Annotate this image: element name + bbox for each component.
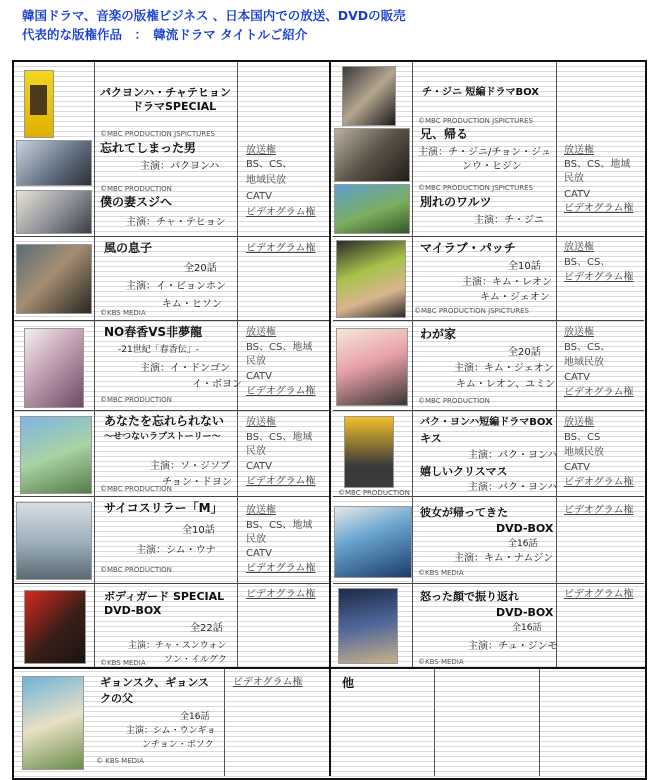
cast-info: キム・レオン、ユミン <box>456 379 556 390</box>
col-divider <box>412 62 413 667</box>
rights-detail: CATV <box>564 189 590 200</box>
rights-broadcast[interactable]: 放送権 <box>246 327 276 338</box>
rights-videogram[interactable]: ビデオグラム権 <box>233 677 303 688</box>
drama-title: マイラブ・パッチ <box>420 241 516 255</box>
drama-still-image <box>16 190 92 234</box>
episode-count: 全16話 <box>508 539 538 549</box>
dvd-cover-image <box>344 416 394 488</box>
rights-detail: BS、CS <box>564 432 601 443</box>
episode-count: 全16話 <box>512 623 542 633</box>
col-divider <box>539 669 540 776</box>
dvd-cover-image <box>24 328 84 408</box>
copyright-credit: ©MBC PRODUCTION JSPICTURES <box>414 307 529 315</box>
rights-broadcast[interactable]: 放送権 <box>246 145 276 156</box>
drama-title: サイコスリラー「M」 <box>104 501 223 515</box>
row-divider <box>14 496 330 497</box>
rights-detail: CATV <box>564 372 590 383</box>
drama-title: クの父 <box>100 692 133 705</box>
row-divider <box>14 236 330 237</box>
dvd-cover-image <box>336 328 408 406</box>
rights-videogram[interactable]: ビデオグラム権 <box>564 203 634 214</box>
copyright-credit: ©MBC PRODUCTION <box>338 489 410 497</box>
cast-info: キム・ヒソン <box>162 299 222 310</box>
copyright-credit: ©KBS MEDIA <box>100 309 146 317</box>
rights-broadcast[interactable]: 放送権 <box>564 242 594 253</box>
rights-videogram[interactable]: ビデオグラム権 <box>564 272 634 283</box>
cast-info: ンチョン・ボソク <box>142 740 214 750</box>
dvd-cover-image <box>338 588 398 664</box>
episode-count: 全10話 <box>182 525 215 536</box>
episode-title: 僕の妻スジへ <box>100 195 173 209</box>
rights-videogram[interactable]: ビデオグラム権 <box>564 589 634 600</box>
drama-title: DVD-BOX <box>104 604 162 617</box>
rights-detail: 民放 <box>246 446 266 457</box>
rights-detail: BS、CS、地域 <box>564 159 631 170</box>
rights-videogram[interactable]: ビデオグラム権 <box>246 476 316 487</box>
copyright-credit: ©KBS MEDIA <box>100 659 146 667</box>
rights-videogram[interactable]: ビデオグラム権 <box>246 589 316 600</box>
episode-title: 別れのワルツ <box>420 195 492 209</box>
drama-title: 風の息子 <box>104 241 153 255</box>
drama-still-image <box>334 128 410 182</box>
rights-broadcast[interactable]: 放送権 <box>564 145 594 156</box>
cast-info: 主演：ソ・ジソブ <box>150 461 230 472</box>
cast-info: イ・ボヨン <box>192 379 242 390</box>
row-divider <box>333 236 644 237</box>
rights-detail: BS、CS、 <box>246 159 293 170</box>
rights-detail: BS、CS、 <box>564 342 611 353</box>
episode-count: 全20話 <box>508 347 541 358</box>
drama-title: チ・ジニ 短編ドラマBOX <box>422 87 539 98</box>
drama-title: パクヨンハ・チャテヒョン <box>100 86 231 99</box>
cast-info: 主演：チ・ジニ <box>474 215 544 226</box>
rights-videogram[interactable]: ビデオグラム権 <box>246 563 316 574</box>
cast-info: 主演：キム・レオン <box>462 277 552 288</box>
row-divider <box>333 583 644 584</box>
rights-videogram[interactable]: ビデオグラム権 <box>246 386 316 397</box>
drama-title: ギョンスク、ギョンス <box>100 676 209 689</box>
rights-detail: CATV <box>246 191 272 202</box>
drama-still-image <box>334 184 410 234</box>
rights-detail: 民放 <box>246 534 266 545</box>
col-divider <box>434 669 435 776</box>
copyright-credit: © KBS MEDIA <box>96 757 144 765</box>
episode-count: 全20話 <box>184 263 217 274</box>
drama-title: DVD-BOX <box>496 606 554 619</box>
row-divider <box>14 320 330 321</box>
rights-broadcast[interactable]: 放送権 <box>246 505 276 516</box>
row-divider <box>333 410 644 411</box>
drama-title: あなたを忘れられない <box>104 414 225 428</box>
cast-info: 主演：イ・ドンゴン <box>140 363 230 374</box>
copyright-credit: ©KBS MEDIA <box>418 569 464 577</box>
drama-title: 彼女が帰ってきた <box>420 506 508 519</box>
rights-broadcast[interactable]: 放送権 <box>246 417 276 428</box>
rights-detail: BS、CS、地域 <box>246 432 313 443</box>
dvd-cover-image <box>20 416 92 494</box>
rights-detail: CATV <box>246 371 272 382</box>
rights-videogram[interactable]: ビデオグラム権 <box>564 477 634 488</box>
rights-detail: 地域民放 <box>564 447 604 458</box>
drama-title: パク・ヨンハ短編ドラマBOX <box>420 417 553 428</box>
rights-detail: 地域民放 <box>564 357 604 368</box>
copyright-credit: ©MBC PRODUCTION <box>100 485 172 493</box>
rights-detail: 民放 <box>246 356 266 367</box>
episode-count: 全10話 <box>508 261 541 272</box>
cast-info: 主演：イ・ビョンホン <box>126 281 226 292</box>
drama-still-image <box>16 244 92 314</box>
cast-info: 主演：チャ・テヒョン <box>126 217 226 228</box>
rights-broadcast[interactable]: 放送権 <box>564 417 594 428</box>
dvd-cover-image <box>334 506 412 578</box>
copyright-credit: ©KBS MEDIA <box>418 658 464 666</box>
episode-count: 全16話 <box>180 712 210 722</box>
col-divider <box>237 62 238 667</box>
cast-info: チョン・ドヨン <box>162 477 232 488</box>
copyright-credit: ©MBC PRODUCTION JSPICTURES <box>100 130 215 138</box>
cast-info: 主演：パク・ヨンハ <box>468 450 558 461</box>
copyright-credit: ©MBC PRODUCTION JSPICTURES <box>418 184 533 192</box>
col-divider <box>94 62 95 667</box>
drama-subtitle: ～せつないラブストーリー～ <box>104 432 221 442</box>
drama-still-image <box>16 140 92 186</box>
episode-title: 忘れてしまった男 <box>100 141 197 155</box>
row-divider <box>14 410 330 411</box>
rights-detail: 地域民放 <box>246 175 286 186</box>
copyright-credit: ©MBC PRODUCTION <box>100 566 172 574</box>
rights-broadcast[interactable]: 放送権 <box>564 327 594 338</box>
page-subheading: 代表的な版権作品 ： 韓流ドラマ タイトルご紹介 <box>22 27 308 42</box>
cast-info: 主演：キム・ジェオン <box>454 363 554 374</box>
rights-detail: CATV <box>564 462 590 473</box>
rights-detail: BS、CS、地域 <box>246 342 313 353</box>
others-label: 他 <box>342 676 355 690</box>
rights-detail: BS、CS、 <box>564 257 611 268</box>
copyright-credit: ©MBC PRODUCTION <box>418 397 490 405</box>
col-divider <box>224 669 225 776</box>
copyright-credit: ©MBC PRODUCTION <box>100 185 172 193</box>
copyright-credit: ©MBC PRODUCTION <box>100 396 172 404</box>
cast-info: 主演：チャ・スンウォン <box>128 641 227 651</box>
episode-title: キス <box>420 432 442 445</box>
drama-title: 怒った顔で振り返れ <box>420 590 519 603</box>
dvd-cover-image <box>24 70 54 138</box>
episode-count: 全22話 <box>190 623 223 634</box>
cast-info: キム・ジェオン <box>480 292 550 303</box>
dvd-cover-image <box>336 240 406 318</box>
center-divider <box>329 62 331 776</box>
drama-title: ドラマSPECIAL <box>132 100 217 113</box>
drama-title: ボディガード SPECIAL <box>104 590 225 603</box>
drama-title: NO春香VS非夢龍 <box>104 325 203 339</box>
dvd-cover-image <box>22 676 84 770</box>
rights-videogram[interactable]: ビデオグラム権 <box>246 243 316 254</box>
rights-videogram[interactable]: ビデオグラム権 <box>564 387 634 398</box>
episode-title: 嬉しいクリスマス <box>420 465 508 478</box>
episode-title: 兄、帰る <box>420 127 469 141</box>
cast-info: ンウ・ヒジン <box>462 161 522 172</box>
drama-title: わが家 <box>420 327 457 341</box>
rights-detail: BS、CS、地域 <box>246 520 313 531</box>
drama-subtitle: -21世紀「春香伝」- <box>118 345 199 355</box>
cast-info: 主演：シム・ウナ <box>136 545 216 556</box>
rights-videogram[interactable]: ビデオグラム権 <box>246 207 316 218</box>
rights-detail: CATV <box>246 548 272 559</box>
row-divider <box>14 583 330 584</box>
cast-info: 主演：パクヨンハ <box>140 161 220 172</box>
drama-still-image <box>16 502 92 580</box>
col-divider <box>556 62 557 667</box>
cast-info: 主演：キム・ナムジン <box>454 553 554 564</box>
cast-info: 主演：パク・ヨンハ <box>468 482 558 493</box>
rights-videogram[interactable]: ビデオグラム権 <box>564 505 634 516</box>
cast-info: 主演：シム・ウンギョ <box>126 726 216 736</box>
row-divider <box>333 320 644 321</box>
cast-info: ソン・イルグク <box>164 655 227 665</box>
page-heading: 韓国ドラマ、音楽の版権ビジネス 、日本国内での放送、DVDの販売 <box>22 8 406 23</box>
rights-detail: CATV <box>246 461 272 472</box>
dvd-cover-image <box>342 66 396 126</box>
rights-detail: 民放 <box>564 173 584 184</box>
copyright-credit: ©MBC PRODUCTION JSPICTURES <box>418 117 533 125</box>
cast-info: 主演：チュ・ジンモ <box>468 641 558 652</box>
cast-info: 主演：チ・ジニ/チョン・ジュ <box>418 147 551 158</box>
dvd-cover-image <box>24 590 86 664</box>
drama-title: DVD-BOX <box>496 522 554 535</box>
